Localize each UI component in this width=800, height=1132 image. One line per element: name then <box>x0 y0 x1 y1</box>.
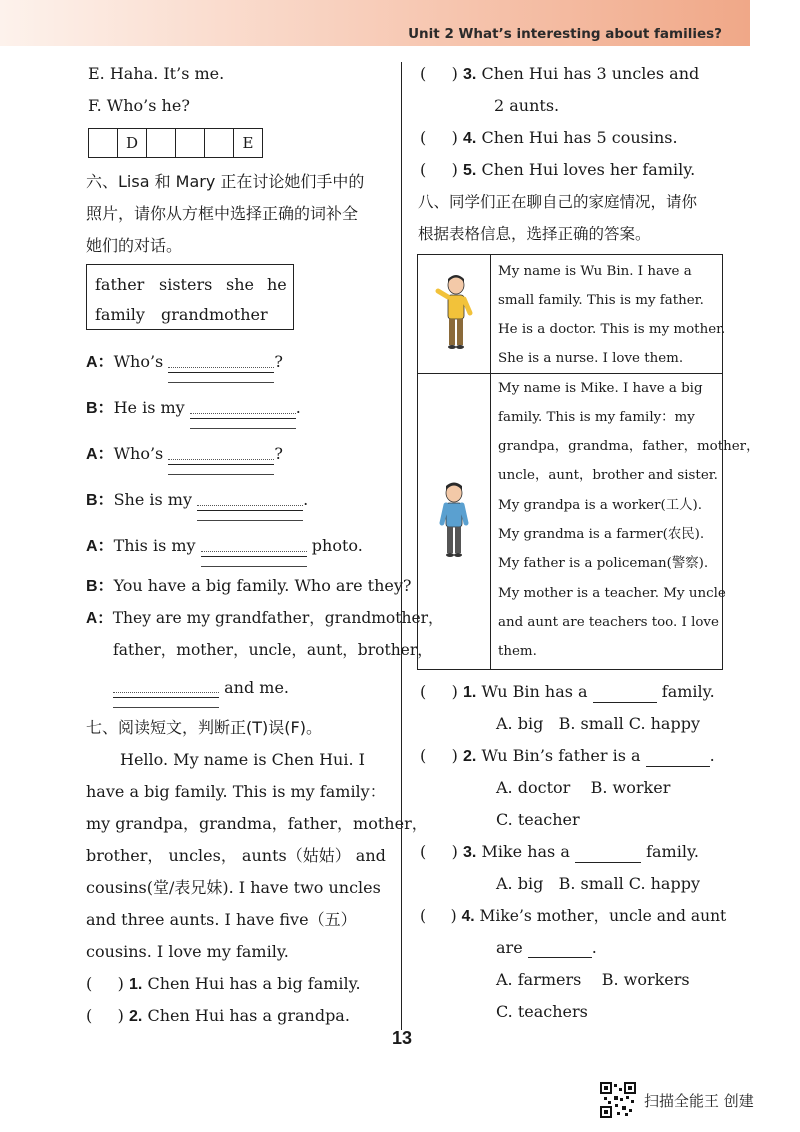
boy-mike-illustration <box>434 481 474 561</box>
tf-item: ( ) 2. Chen Hui has a grandpa. <box>86 1006 350 1025</box>
mc-options <box>496 874 700 894</box>
passage-line: Hello. My name is Chen Hui. I <box>120 750 365 769</box>
mc-question: ( ) 4. Mike’s mother，uncle and aunt <box>420 907 727 925</box>
answer-bracket[interactable]: ( ) <box>420 842 458 861</box>
answer-bracket[interactable]: ( ) <box>86 1006 124 1025</box>
section8-title-2: 根据表格信息，选择正确的答案。 <box>418 225 651 243</box>
option-c[interactable]: C. happy <box>628 714 700 733</box>
passage-line: my grandpa，grandma，father，mother， <box>86 814 428 833</box>
mc-question: ( ) 1. Wu Bin has a family. <box>420 682 715 701</box>
dialog-line: B：He is my . <box>86 398 301 417</box>
wu-bin-text: He is a doctor. This is my mother. <box>498 322 726 337</box>
section6-title-2: 照片，请你从方框中选择正确的词补全 <box>86 204 359 223</box>
mc-question: ( ) 2. Wu Bin’s father is a . <box>420 746 715 765</box>
word-box <box>86 264 294 330</box>
dialog-line: father，mother，uncle，aunt，brother， <box>113 641 433 659</box>
section6-title-3: 她们的对话。 <box>86 236 183 255</box>
option-f: F. Who’s he? <box>88 96 190 115</box>
fill-blank[interactable] <box>190 404 296 419</box>
mc-question-cont: are . <box>496 938 597 957</box>
answer-cell[interactable] <box>176 129 205 158</box>
option-a[interactable]: A. doctor <box>496 778 571 797</box>
wu-bin-text: She is a nurse. I love them. <box>498 351 684 366</box>
answer-bracket[interactable]: ( ) <box>420 746 458 765</box>
passage-line: and three aunts. I have five（五） <box>86 910 357 929</box>
answer-cell[interactable] <box>205 129 234 158</box>
answer-bracket[interactable]: ( ) <box>420 160 458 179</box>
option-b[interactable]: B. small <box>558 874 624 893</box>
fill-blank[interactable] <box>201 542 307 557</box>
mike-text: My grandpa is a worker(工人). <box>498 498 702 513</box>
wu-bin-text: small family. This is my father. <box>498 293 704 308</box>
tf-item: ( ) 1. Chen Hui has a big family. <box>86 974 361 993</box>
fill-blank[interactable] <box>528 943 592 958</box>
option-e: E. Haha. It’s me. <box>88 64 225 83</box>
answer-cell[interactable]: E <box>234 129 263 158</box>
section7-title: 七、阅读短文，判断正(T)误(F)。 <box>86 718 322 737</box>
word-option: family <box>95 305 145 324</box>
answer-bracket[interactable]: ( ) <box>420 128 458 147</box>
tf-item-cont: 2 aunts. <box>494 96 560 115</box>
tf-item: ( ) 4. Chen Hui has 5 cousins. <box>420 128 678 147</box>
mike-text: and aunt are teachers too. I love <box>498 615 719 630</box>
qr-code-icon <box>600 1082 636 1118</box>
mike-text: My mother is a teacher. My uncle <box>498 586 726 601</box>
mike-text: My grandma is a farmer(农民). <box>498 527 705 542</box>
mc-options <box>496 810 580 830</box>
passage-line: cousins(堂/表兄妹). I have two uncles <box>86 878 381 897</box>
option-a[interactable]: A. big <box>496 714 544 733</box>
dialog-line: B：You have a big family. Who are they? <box>86 576 412 595</box>
word-option: grandmother <box>161 305 268 324</box>
answer-bracket[interactable]: ( ) <box>420 64 458 83</box>
mike-text: them. <box>498 644 537 659</box>
passage-line: brother， uncles， aunts（姑姑） and <box>86 846 386 865</box>
dialog-line: A：Who’s ? <box>86 444 283 463</box>
option-c[interactable]: C. teacher <box>496 810 580 829</box>
dialog-line: A：They are my grandfather，grandmother， <box>86 609 444 627</box>
dialog-line: B：She is my . <box>86 490 309 509</box>
column-divider <box>401 62 402 1030</box>
dialog-line: A：Who’s ? <box>86 352 283 371</box>
option-a[interactable]: A. big <box>496 874 544 893</box>
fill-blank[interactable] <box>646 752 710 767</box>
option-b[interactable]: B. small <box>558 714 624 733</box>
section6-title-1: 六、Lisa 和 Mary 正在讨论她们手中的 <box>86 172 365 191</box>
option-c[interactable]: C. happy <box>628 874 700 893</box>
answer-bracket[interactable]: ( ) <box>420 907 457 925</box>
mc-options <box>496 1002 588 1022</box>
word-option: father <box>95 275 145 294</box>
fill-blank[interactable] <box>168 450 274 465</box>
mike-text: My name is Mike. I have a big <box>498 381 703 396</box>
answer-bracket[interactable]: ( ) <box>86 974 124 993</box>
mike-text: My father is a policeman(警察). <box>498 556 709 571</box>
passage-line: have a big family. This is my family： <box>86 782 386 801</box>
answer-cell[interactable]: D <box>118 129 147 158</box>
boy-wu-bin-illustration <box>432 273 476 353</box>
word-option: he <box>267 275 287 294</box>
mc-options <box>496 970 690 990</box>
answer-bracket[interactable]: ( ) <box>420 682 458 701</box>
tf-item: ( ) 3. Chen Hui has 3 uncles and <box>420 64 700 83</box>
answer-cell[interactable] <box>147 129 176 158</box>
wu-bin-text: My name is Wu Bin. I have a <box>498 264 692 279</box>
mc-options <box>496 714 700 734</box>
option-b[interactable]: B. worker <box>590 778 671 797</box>
option-c[interactable]: C. teachers <box>496 1002 588 1021</box>
answer-cell[interactable] <box>89 129 118 158</box>
mc-question: ( ) 3. Mike has a family. <box>420 842 699 861</box>
tf-item: ( ) 5. Chen Hui loves her family. <box>420 160 696 179</box>
fill-blank[interactable] <box>575 848 641 863</box>
fill-blank[interactable] <box>197 496 303 511</box>
fill-blank[interactable] <box>593 688 657 703</box>
dialog-line: A：This is my photo. <box>86 536 363 555</box>
page-number: 13 <box>392 1028 413 1048</box>
dialog-line: and me. <box>113 678 289 698</box>
mc-options <box>496 778 670 798</box>
word-option: she <box>226 275 254 294</box>
family-info-table <box>417 254 760 670</box>
option-b[interactable]: B. workers <box>601 970 690 989</box>
mike-text: uncle，aunt，brother and sister. <box>498 468 718 483</box>
answer-grid <box>88 128 263 158</box>
passage-line: cousins. I love my family. <box>86 942 289 961</box>
scanner-watermark: 扫描全能王 创建 <box>644 1092 754 1110</box>
word-option: sisters <box>159 275 213 294</box>
fill-blank[interactable] <box>113 683 219 698</box>
mike-text: grandpa，grandma，father，mother， <box>498 439 760 454</box>
mike-text: family. This is my family：my <box>498 410 695 425</box>
unit-title: Unit 2 What’s interesting about families? <box>408 26 722 42</box>
fill-blank[interactable] <box>168 358 274 373</box>
section8-title-1: 八、同学们正在聊自己的家庭情况，请你 <box>418 193 698 211</box>
option-a[interactable]: A. farmers <box>496 970 582 989</box>
